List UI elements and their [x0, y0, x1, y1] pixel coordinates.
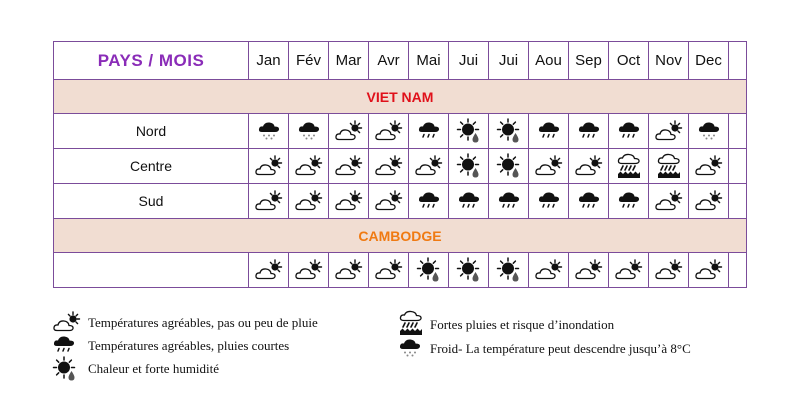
country-band [54, 219, 747, 253]
weather-cell [649, 114, 689, 149]
weather-cell [409, 184, 449, 219]
month-header: Nov [649, 42, 689, 80]
weather-cell [649, 184, 689, 219]
cold-cloud-icon [249, 120, 288, 142]
dark-cloud-rain-icon [529, 190, 568, 212]
weather-cell [329, 253, 369, 288]
sun-behind-cloud-icon [249, 190, 288, 212]
weather-cell [609, 253, 649, 288]
storm-flood-icon [609, 153, 648, 179]
month-header: Jui [489, 42, 529, 80]
weather-cell [529, 184, 569, 219]
weather-cell [409, 253, 449, 288]
sun-behind-cloud-icon [289, 190, 328, 212]
table-row [54, 184, 747, 219]
weather-cell [369, 149, 409, 184]
weather-cell [489, 114, 529, 149]
legend-text: Températures agréables, pluies courtes [88, 338, 290, 353]
cold-cloud-icon [689, 120, 728, 142]
weather-cell [369, 114, 409, 149]
weather-cell [529, 253, 569, 288]
storm-flood-icon [649, 153, 688, 179]
weather-cell [569, 149, 609, 184]
hot-sun-drop-icon [489, 257, 528, 283]
month-header: Sep [569, 42, 609, 80]
weather-cell [289, 114, 329, 149]
header-label: PAYS / MOIS [54, 42, 249, 80]
weather-cell [529, 114, 569, 149]
sun-behind-cloud-icon [369, 259, 408, 281]
weather-cell [649, 253, 689, 288]
storm-flood-icon [398, 310, 424, 340]
table-row [54, 253, 747, 288]
sun-behind-cloud-icon [369, 155, 408, 177]
weather-cell [569, 253, 609, 288]
weather-cell [569, 184, 609, 219]
hot-sun-drop-icon [409, 257, 448, 283]
weather-cell [609, 114, 649, 149]
weather-cell [489, 253, 529, 288]
sun-behind-cloud-icon [649, 259, 688, 281]
empty-cell [729, 114, 747, 149]
month-header: Dec [689, 42, 729, 80]
legend-item [398, 337, 738, 359]
hot-sun-drop-icon [489, 153, 528, 179]
hot-sun-drop-icon [449, 257, 488, 283]
month-header: Oct [609, 42, 649, 80]
sun-behind-cloud-icon [249, 259, 288, 281]
weather-cell [329, 149, 369, 184]
country-band [54, 80, 747, 114]
sun-behind-cloud-icon [689, 155, 728, 177]
region-label: Sud [54, 184, 249, 219]
legend-item [52, 311, 352, 333]
weather-cell [449, 114, 489, 149]
weather-cell [689, 253, 729, 288]
country-title: CAMBODGE [54, 219, 747, 253]
region-label [54, 253, 249, 288]
dark-cloud-rain-icon [529, 120, 568, 142]
sun-behind-cloud-icon [369, 120, 408, 142]
legend-text: Froid- La température peut descendre jusqu’à 8°C [430, 341, 691, 356]
sun-behind-cloud-icon [249, 155, 288, 177]
weather-cell [449, 184, 489, 219]
legend-text: Températures agréables, pas ou peu de pluie [88, 315, 318, 330]
weather-cell [529, 149, 569, 184]
weather-cell [449, 253, 489, 288]
sun-behind-cloud-icon [369, 190, 408, 212]
dark-cloud-rain-icon [409, 120, 448, 142]
weather-cell [689, 184, 729, 219]
weather-cell [249, 114, 289, 149]
month-header: Jan [249, 42, 289, 80]
weather-cell [689, 149, 729, 184]
empty-cell [729, 184, 747, 219]
weather-cell [289, 184, 329, 219]
month-header: Mar [329, 42, 369, 80]
month-header: Fév [289, 42, 329, 80]
sun-behind-cloud-icon [529, 155, 568, 177]
weather-cell [369, 184, 409, 219]
sun-behind-cloud-icon [289, 155, 328, 177]
sun-behind-cloud-icon [649, 190, 688, 212]
dark-cloud-rain-icon [609, 190, 648, 212]
legend-item [398, 310, 738, 336]
region-label: Centre [54, 149, 249, 184]
month-header: Aou [529, 42, 569, 80]
weather-cell [329, 184, 369, 219]
sun-behind-cloud-icon [649, 120, 688, 142]
sun-behind-cloud-icon [329, 190, 368, 212]
empty-cell [729, 42, 747, 80]
dark-cloud-rain-icon [489, 190, 528, 212]
sun-behind-cloud-icon [609, 259, 648, 281]
weather-cell [609, 149, 649, 184]
weather-cell [289, 253, 329, 288]
hot-sun-drop-icon [489, 118, 528, 144]
empty-cell [729, 253, 747, 288]
legend-text: Fortes pluies et risque d’inondation [430, 317, 615, 332]
weather-cell [369, 253, 409, 288]
sun-behind-cloud-icon [409, 155, 448, 177]
weather-cell [569, 114, 609, 149]
climate-table [53, 41, 747, 288]
sun-behind-cloud-icon [689, 259, 728, 281]
region-label: Nord [54, 114, 249, 149]
dark-cloud-rain-icon [569, 120, 608, 142]
weather-cell [489, 149, 529, 184]
month-header: Avr [369, 42, 409, 80]
sun-behind-cloud-icon [329, 120, 368, 142]
header-row [54, 42, 747, 80]
legend-item [52, 334, 352, 356]
table-row [54, 114, 747, 149]
sun-behind-cloud-icon [569, 155, 608, 177]
month-header: Mai [409, 42, 449, 80]
weather-cell [609, 184, 649, 219]
dark-cloud-rain-icon [409, 190, 448, 212]
weather-cell [449, 149, 489, 184]
legend-item [52, 356, 352, 380]
weather-cell [289, 149, 329, 184]
sun-behind-cloud-icon [689, 190, 728, 212]
empty-cell [729, 149, 747, 184]
sun-behind-cloud-icon [529, 259, 568, 281]
weather-cell [489, 184, 529, 219]
weather-cell [249, 184, 289, 219]
weather-cell [409, 114, 449, 149]
hot-sun-drop-icon [449, 153, 488, 179]
hot-sun-drop-icon [52, 356, 78, 386]
dark-cloud-rain-icon [449, 190, 488, 212]
cold-cloud-icon [289, 120, 328, 142]
dark-cloud-rain-icon [609, 120, 648, 142]
sun-behind-cloud-icon [329, 155, 368, 177]
legend-text: Chaleur et forte humidité [88, 361, 220, 376]
weather-cell [409, 149, 449, 184]
table-row [54, 149, 747, 184]
weather-cell [249, 149, 289, 184]
hot-sun-drop-icon [449, 118, 488, 144]
sun-behind-cloud-icon [289, 259, 328, 281]
month-header: Jui [449, 42, 489, 80]
country-title: VIET NAM [54, 80, 747, 114]
weather-cell [649, 149, 689, 184]
weather-cell [329, 114, 369, 149]
sun-behind-cloud-icon [329, 259, 368, 281]
cold-cloud-icon [398, 337, 422, 363]
weather-cell [249, 253, 289, 288]
weather-cell [689, 114, 729, 149]
dark-cloud-rain-icon [569, 190, 608, 212]
sun-behind-cloud-icon [569, 259, 608, 281]
